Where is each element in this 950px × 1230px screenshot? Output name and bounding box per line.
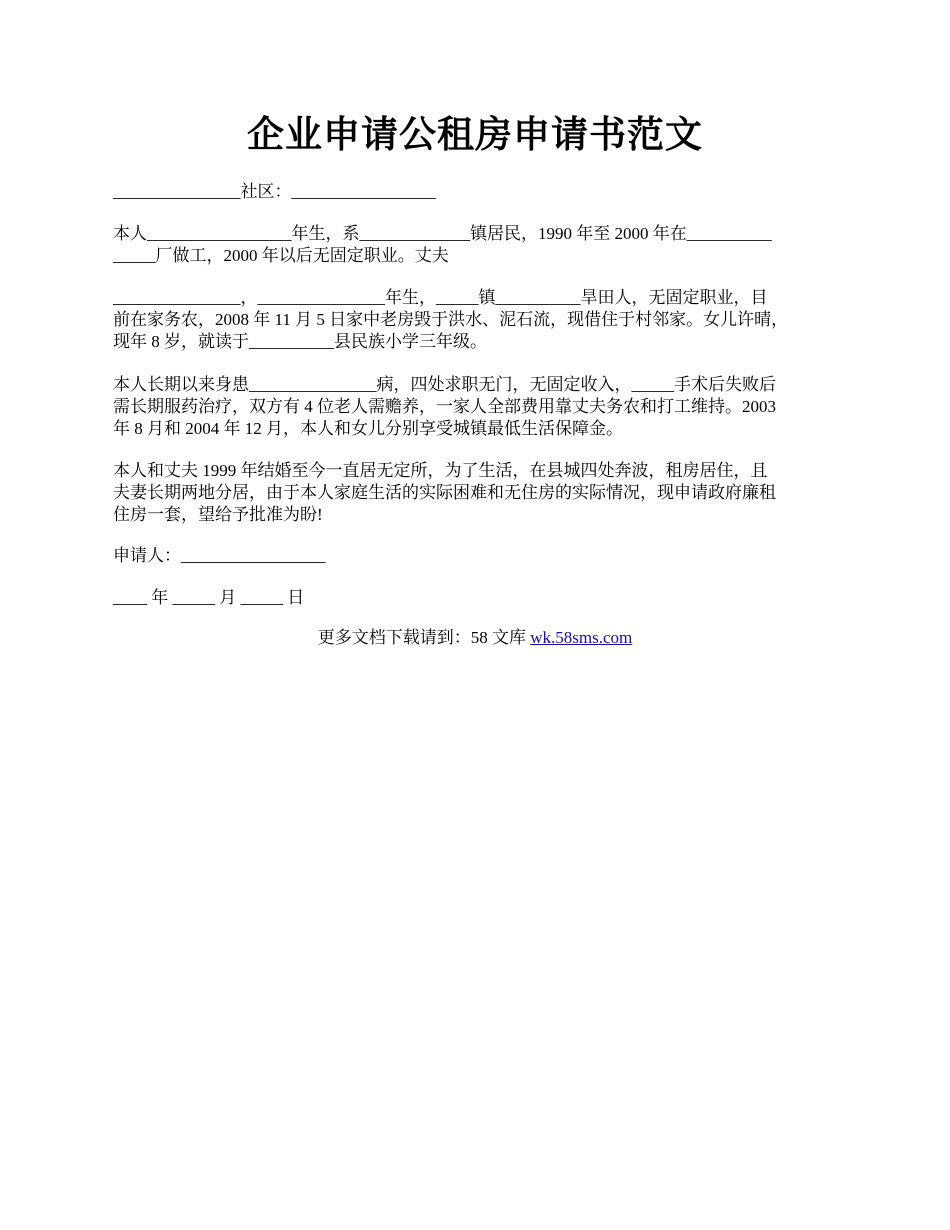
paragraph-3-line-3: 年 8 月和 2004 年 12 月，本人和女儿分别享受城镇最低生活保障金。 bbox=[113, 419, 623, 438]
paragraph-2-line-1: _______________，_______________年生，_____镇__________旱田人，无固定职业，目 bbox=[113, 288, 768, 307]
paragraph-1-line-2: _____厂做工，2000 年以后无固定职业。丈夫 bbox=[113, 246, 449, 265]
date-line: ____ 年 _____ 月 _____ 日 bbox=[113, 588, 305, 607]
footer-text: 更多文档下载请到：58 文库 bbox=[317, 628, 531, 647]
paragraph-4-line-1: 本人和丈夫 1999 年结婚至今一直居无定所，为了生活，在县城四处奔波，租房居住，且 bbox=[113, 461, 768, 480]
applicant-signature-line: 申请人：_________________ bbox=[113, 546, 326, 565]
footer bbox=[0, 627, 950, 649]
community-line: _______________社区：_________________ bbox=[113, 182, 436, 201]
document-title: 企业申请公租房申请书范文 bbox=[247, 115, 703, 156]
paragraph-4-line-2: 夫妻长期两地分居，由于本人家庭生活的实际困难和无住房的实际情况，现申请政府廉租 bbox=[113, 483, 776, 502]
paragraph-3-line-2: 需长期服药治疗，双方有 4 位老人需赡养，一家人全部费用靠丈夫务农和打工维持。2003 bbox=[113, 397, 776, 416]
paragraph-4-line-3: 住房一套，望给予批准为盼! bbox=[113, 505, 323, 524]
paragraph-2-line-2: 前在家务农，2008 年 11 月 5 日家中老房毁于洪水、泥石流，现借住于村邻家。女儿许晴， bbox=[113, 310, 789, 329]
footer-link[interactable]: wk.58sms.com bbox=[530, 628, 633, 647]
paragraph-2-line-3: 现年 8 岁，就读于__________县民族小学三年级。 bbox=[113, 332, 487, 351]
paragraph-1-line-1: 本人_________________年生，系_____________镇居民，1990 年至 2000 年在__________ bbox=[113, 224, 772, 243]
paragraph-3-line-1: 本人长期以来身患_______________病，四处求职无门，无固定收入，_____手术后失败后 bbox=[113, 375, 776, 394]
